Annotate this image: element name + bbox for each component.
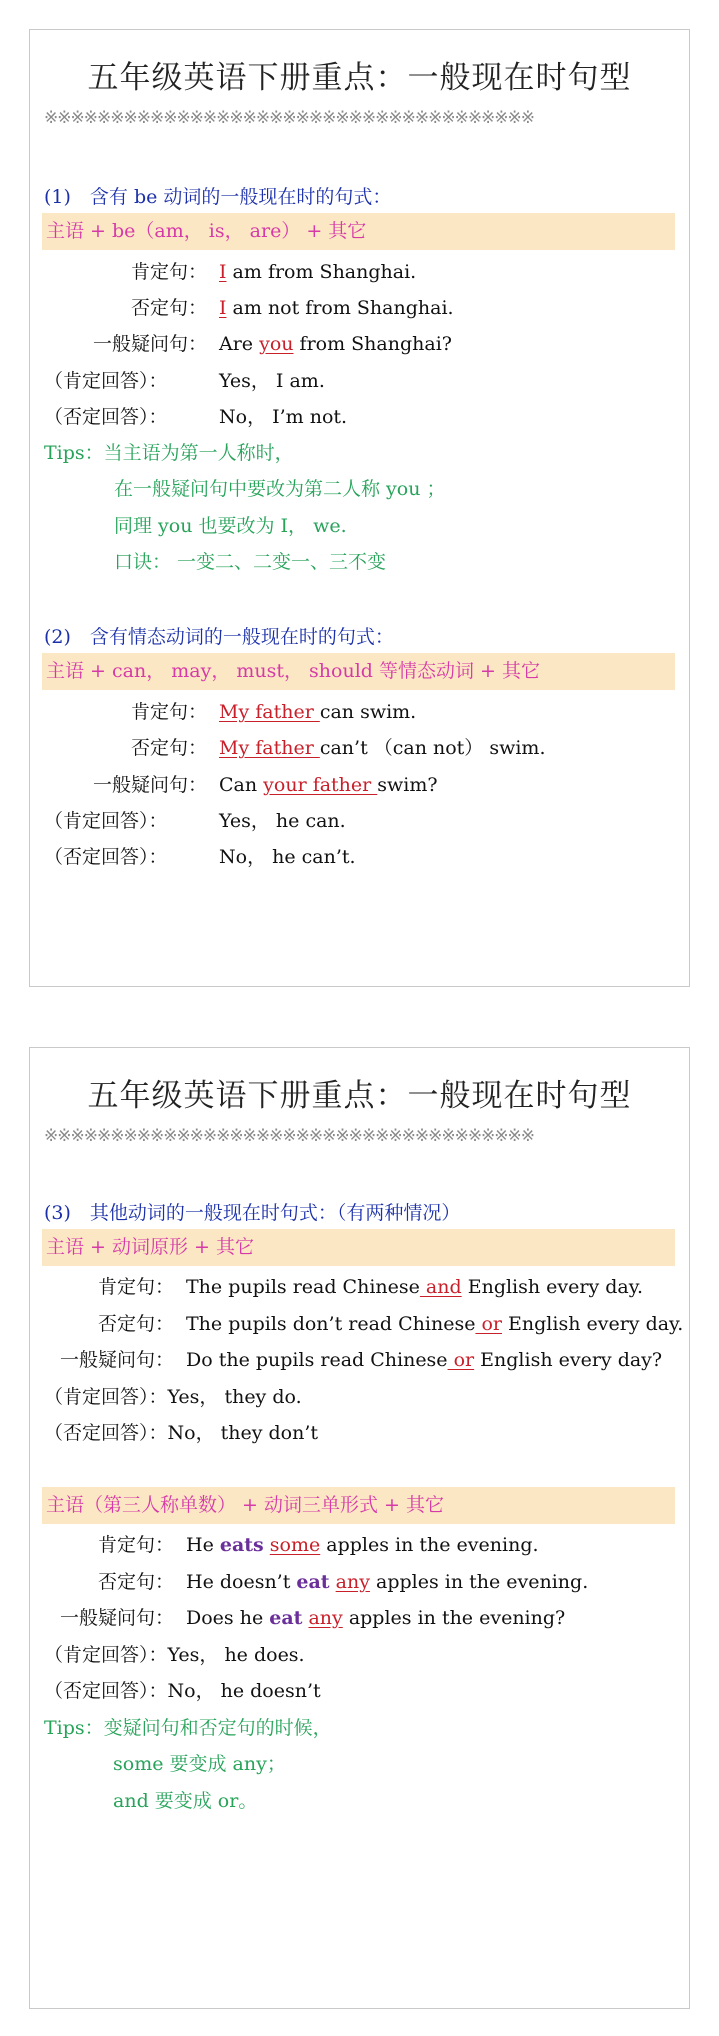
label: （肯定回答）： — [44, 1644, 168, 1666]
answer: No， he can’t. — [219, 846, 356, 868]
answer: No， they don’t — [167, 1422, 319, 1444]
question-sentence — [44, 773, 438, 797]
verb: eat — [296, 1571, 330, 1593]
label: 否定句： — [130, 737, 207, 759]
label: （否定回答）： — [44, 1422, 168, 1444]
tips-mnemonic: 口诀： 一变二、二变一、三不变 — [114, 551, 387, 573]
label: （否定回答）： — [44, 846, 168, 868]
page-1 — [29, 29, 690, 987]
conjunction: or — [447, 1349, 475, 1371]
label: 一般疑问句： — [59, 1349, 174, 1371]
rest: English every day? — [474, 1349, 663, 1371]
rest: swim? — [377, 774, 438, 796]
label: 肯定句： — [97, 1276, 174, 1298]
answer: Yes， I am. — [219, 370, 325, 392]
label: 一般疑问句： — [59, 1607, 174, 1629]
pre: Can — [219, 774, 264, 796]
rest: from Shanghai? — [293, 333, 452, 355]
label: 一般疑问句： — [92, 774, 207, 796]
subject: My father — [219, 737, 320, 759]
label: 否定句： — [97, 1313, 174, 1335]
no-answer — [44, 1421, 318, 1445]
section-1-heading: (1) 含有 be 动词的一般现在时的句式： — [44, 186, 392, 208]
no-answer — [44, 845, 356, 869]
quantifier: some — [269, 1534, 321, 1556]
label: 肯定句： — [97, 1534, 174, 1556]
formula-text: 主语（第三人称单数） + 动词三单形式 + 其它 — [46, 1494, 444, 1516]
rest: can’t （can not） swim. — [319, 737, 546, 759]
label: 肯定句： — [130, 261, 207, 283]
pre: Do the pupils read Chinese — [186, 1349, 448, 1371]
subject: I — [219, 297, 227, 319]
subject: your father — [263, 774, 378, 796]
answer: Yes， he does. — [167, 1644, 305, 1666]
tips-line: 同理 you 也要改为 I， we. — [114, 515, 347, 537]
negative-sentence — [44, 736, 546, 760]
no-answer — [44, 405, 347, 429]
yes-answer — [44, 1643, 305, 1667]
label: （肯定回答）： — [44, 1386, 168, 1408]
no-answer — [44, 1679, 321, 1703]
page-title: 五年级英语下册重点：一般现在时句型 — [87, 1078, 632, 1114]
pre: He — [186, 1534, 220, 1556]
label: 否定句： — [97, 1571, 174, 1593]
label: （肯定回答）： — [44, 810, 168, 832]
label: （否定回答）： — [44, 406, 168, 428]
quantifier: any — [308, 1607, 343, 1629]
verb: eat — [269, 1607, 303, 1629]
negative-sentence — [44, 296, 454, 320]
label: 一般疑问句： — [92, 333, 207, 355]
tips-line: and 要变成 or。 — [113, 1790, 258, 1812]
rest: apples in the evening. — [369, 1571, 589, 1593]
rest: English every day. — [461, 1276, 643, 1298]
question-sentence — [44, 332, 452, 356]
tips-line: some 要变成 any； — [113, 1753, 286, 1775]
pre: He doesn’t — [186, 1571, 297, 1593]
conjunction: or — [475, 1313, 502, 1335]
rest: can swim. — [319, 701, 417, 723]
section-2-formula — [42, 653, 675, 690]
subject: I — [219, 261, 227, 283]
section-4-formula — [42, 1487, 675, 1524]
answer: No， I’m not. — [219, 406, 348, 428]
formula-text: 主语 + be（am， is， are） + 其它 — [46, 220, 367, 242]
question-sentence — [44, 1348, 662, 1372]
yes-answer — [44, 369, 325, 393]
section-3-heading: (3) 其他动词的一般现在时句式：（有两种情况） — [44, 1202, 461, 1224]
rest: am from Shanghai. — [226, 261, 417, 283]
subject: My father — [219, 701, 320, 723]
rest: apples in the evening. — [320, 1534, 539, 1556]
pre: The pupils read Chinese — [186, 1276, 420, 1298]
formula-text: 主语 + 动词原形 + 其它 — [46, 1236, 254, 1258]
page-title: 五年级英语下册重点：一般现在时句型 — [87, 60, 632, 96]
conjunction: and — [419, 1276, 462, 1298]
verb: eats — [219, 1534, 264, 1556]
answer: Yes， they do. — [167, 1386, 302, 1408]
formula-text: 主语 + can， may， must， should 等情态动词 + 其它 — [46, 660, 540, 682]
affirmative-sentence — [44, 1533, 539, 1557]
quantifier: any — [335, 1571, 370, 1593]
yes-answer — [44, 809, 346, 833]
affirmative-sentence — [44, 1275, 643, 1299]
answer: No， he doesn’t — [167, 1680, 321, 1702]
question-sentence — [44, 1606, 565, 1630]
tips-line: Tips：变疑问句和否定句的时候， — [44, 1717, 332, 1739]
negative-sentence — [44, 1312, 683, 1336]
affirmative-sentence — [44, 260, 416, 284]
rest: English every day. — [502, 1313, 684, 1335]
subject: you — [259, 333, 294, 355]
rest: am not from Shanghai. — [226, 297, 454, 319]
divider: ※※※※※※※※※※※※※※※※※※※※※※※※※※※※※※※※※※※※※ — [44, 108, 535, 128]
label: （肯定回答）： — [44, 370, 168, 392]
section-2-heading: (2) 含有情态动词的一般现在时的句式： — [44, 626, 394, 648]
tips-line: Tips：当主语为第一人称时， — [44, 442, 294, 464]
affirmative-sentence — [44, 700, 416, 724]
negative-sentence — [44, 1570, 588, 1594]
pre: Are — [219, 333, 260, 355]
pre: Does he — [186, 1607, 270, 1629]
page-2 — [29, 1047, 690, 2009]
pre: The pupils don’t read Chinese — [186, 1313, 476, 1335]
section-1-formula — [42, 213, 675, 250]
section-3-formula — [42, 1229, 675, 1266]
label: （否定回答）： — [44, 1680, 168, 1702]
answer: Yes， he can. — [219, 810, 346, 832]
rest: apples in the evening? — [342, 1607, 566, 1629]
label: 否定句： — [130, 297, 207, 319]
tips-line: 在一般疑问句中要改为第二人称 you ； — [114, 478, 446, 500]
divider: ※※※※※※※※※※※※※※※※※※※※※※※※※※※※※※※※※※※※※ — [44, 1126, 535, 1146]
label: 肯定句： — [130, 701, 207, 723]
yes-answer — [44, 1385, 302, 1409]
